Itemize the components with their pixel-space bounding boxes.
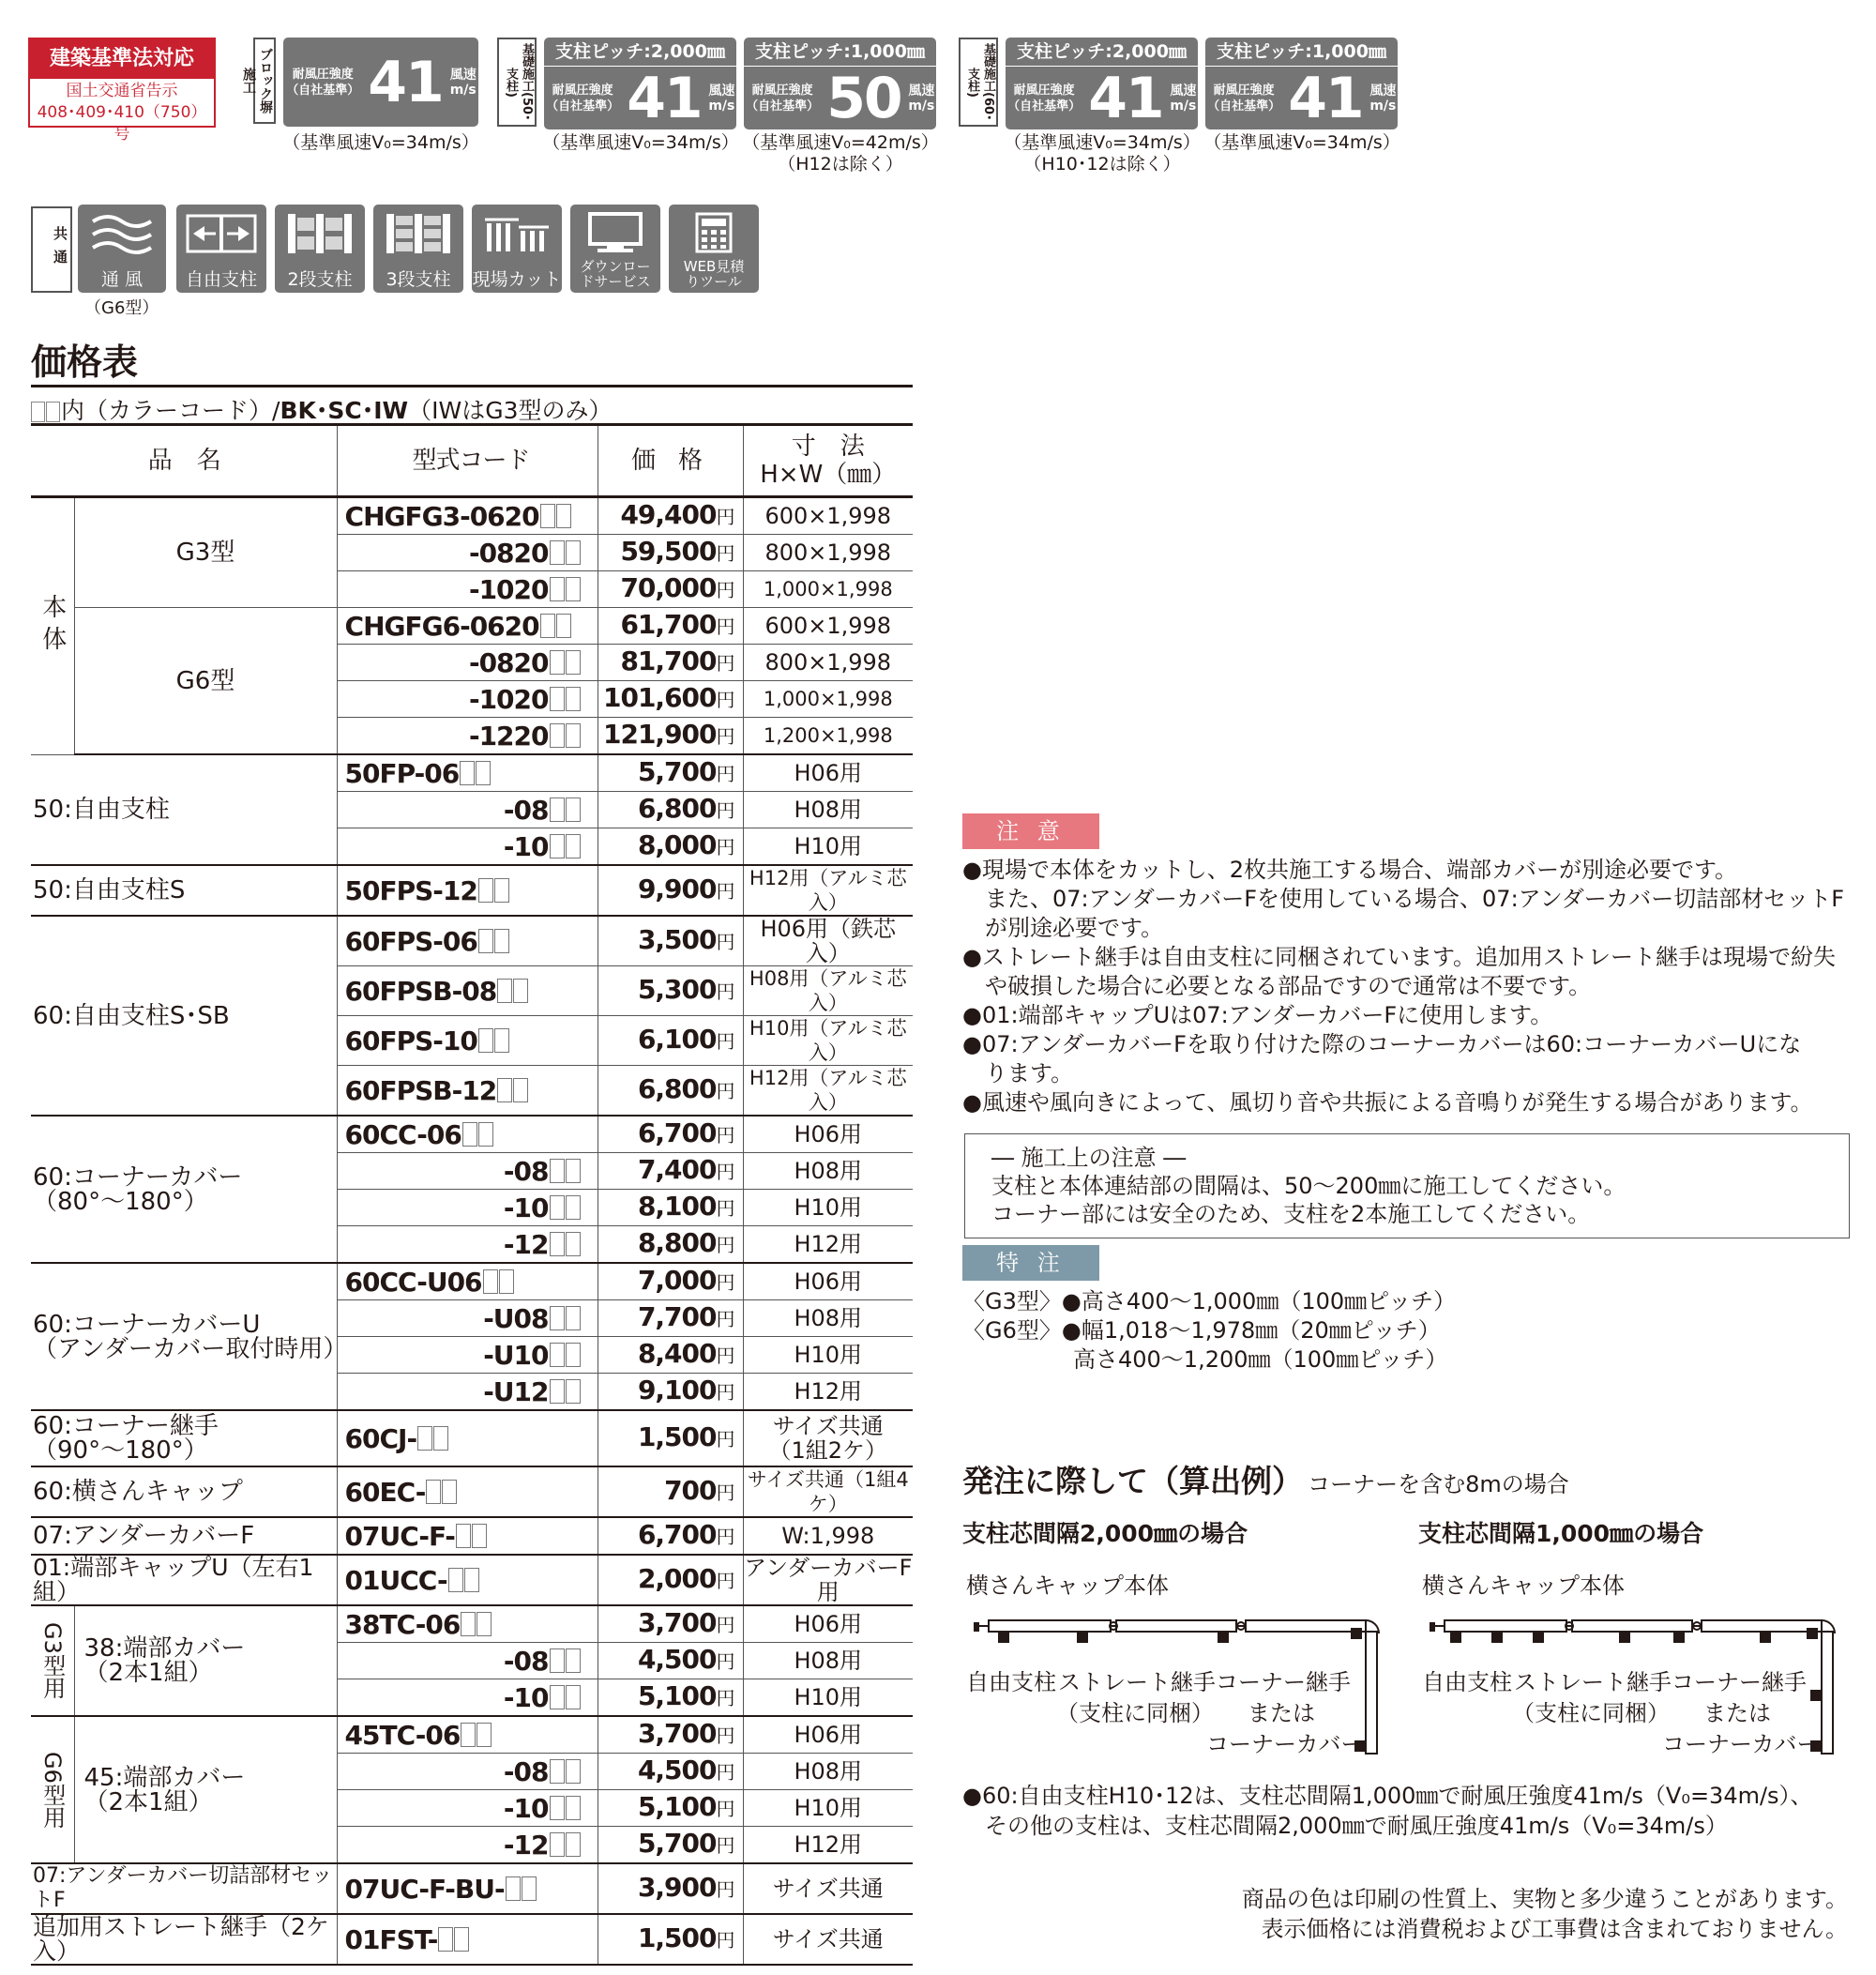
- g6-use-label: G6型用: [31, 1716, 74, 1863]
- price-value: 4,500円: [598, 1643, 743, 1679]
- size-value: H06用: [743, 1605, 913, 1643]
- color-code-boxes: [549, 1195, 581, 1221]
- model-code: 60FPS-06: [337, 916, 598, 966]
- wind-value: 41: [1088, 66, 1163, 131]
- header-size-1: 寸 法: [791, 433, 865, 461]
- model-code: -08: [337, 1754, 598, 1790]
- size-value: アンダーカバーF用: [744, 1555, 913, 1605]
- size-value: H10用: [743, 1679, 913, 1717]
- color-code-boxes: [549, 1648, 581, 1674]
- table-row: [31, 1263, 913, 1300]
- law-title: 建築基準法対応: [30, 39, 214, 79]
- feature-label: 3段支柱: [386, 269, 451, 290]
- price-value: 5,100円: [598, 1679, 743, 1717]
- size-value: H12用（アルミ芯入）: [743, 865, 913, 916]
- size-value: H08用: [743, 1153, 913, 1190]
- size-value: H08用: [743, 1643, 913, 1679]
- size-value: H06用（鉄芯入）: [743, 916, 913, 966]
- label-post: 自由支柱: [966, 1669, 1056, 1695]
- color-code-boxes: [549, 1306, 581, 1331]
- model-code: 38TC-06: [337, 1605, 598, 1643]
- g3-spec: ●高さ400～1,000㎜（100㎜ピッチ）: [1061, 1288, 1457, 1314]
- color-code-boxes: [425, 1480, 457, 1505]
- size-value: サイズ共通 （1組2ケ）: [743, 1410, 913, 1466]
- title-rule: [31, 385, 913, 387]
- size-value: 600×1,998: [743, 608, 913, 645]
- header-size: [743, 425, 913, 497]
- price-value: 6,700円: [598, 1517, 743, 1555]
- size-value: H12用: [743, 1827, 913, 1864]
- color-code-boxes: [477, 929, 509, 954]
- color-code-boxes: [549, 1796, 581, 1821]
- feature-label: 現場カット: [472, 269, 562, 290]
- g6-spec-2: 高さ400～1,200㎜（100㎜ピッチ）: [1073, 1346, 1448, 1373]
- caution-line: ●01:端部キャップUは07:アンダーカバーFに使用します。: [962, 1002, 1553, 1028]
- footer-line-1: 商品の色は印刷の性質上、実物と多少違うことがあります。: [1241, 1886, 1848, 1912]
- site-cut-icon: [472, 205, 562, 293]
- block-note: （基準風速V₀=34m/s）: [282, 132, 479, 153]
- color-code-boxes: [549, 1232, 581, 1257]
- feature-label: 自由支柱: [185, 269, 257, 290]
- color-code-boxes: [460, 1723, 492, 1748]
- item-name: 60:横さんキャップ: [31, 1466, 337, 1517]
- wind-value: 41: [368, 49, 443, 115]
- color-code-note: [31, 392, 612, 426]
- size-value: サイズ共通: [743, 1914, 913, 1965]
- model-code: 60CC-06: [337, 1116, 598, 1153]
- size-value: H10用: [743, 1337, 913, 1374]
- size-value: H10用: [743, 1790, 913, 1827]
- wind-label: 耐風圧強度（自社基準）: [286, 67, 360, 98]
- size-value: H06用: [743, 1716, 913, 1754]
- price-value: 1,500円: [598, 1410, 743, 1466]
- calculator-icon: [669, 205, 759, 293]
- size-value: H10用: [743, 1190, 913, 1226]
- kiso60-note-a: （基準風速V₀=34m/s）: [1004, 132, 1201, 153]
- color-code-boxes: [549, 1159, 581, 1184]
- item-name: 追加用ストレート継手（2ケ入）: [31, 1914, 337, 1965]
- label-joint-note: （支柱に同梱）: [1056, 1700, 1214, 1726]
- g6-type-label: G6型: [74, 608, 337, 755]
- feature-label: 通 風: [100, 269, 144, 290]
- size-value: H06用: [743, 1116, 913, 1153]
- color-code-boxes: [549, 577, 581, 602]
- caution-tag: 注 意: [962, 813, 1099, 849]
- table-row: [31, 1863, 913, 1914]
- price-value: 8,100円: [598, 1190, 743, 1226]
- label-body: 本体: [1124, 1572, 1169, 1599]
- model-code: -12: [337, 1226, 598, 1264]
- size-value: H06用: [743, 1263, 913, 1300]
- label-joint-note: （支柱に同梱）: [1512, 1700, 1670, 1726]
- wind-unit: 風速m/s: [449, 67, 477, 98]
- pitch-label: 支柱ピッチ:2,000㎜: [544, 38, 736, 67]
- kiso60-note-b: （基準風速V₀=34m/s）: [1203, 132, 1400, 153]
- table-row: [31, 1914, 913, 1965]
- label-body: 本体: [1580, 1572, 1625, 1599]
- label-cover: コーナーカバー: [1206, 1731, 1364, 1757]
- three-stage-post-icon: [373, 205, 463, 293]
- price-value: 3,500円: [598, 916, 743, 966]
- model-code: 01FST-: [337, 1914, 598, 1965]
- color-code-boxes: [549, 723, 581, 749]
- law-line2: 408･409･410（750）号: [37, 103, 207, 144]
- caution-line: ●風速や風向きによって、風切り音や共振による音鳴りが発生する場合があります。: [962, 1089, 1813, 1116]
- wind-value: 41: [1288, 66, 1363, 131]
- footer-notes: [1242, 1884, 1848, 1944]
- building-law-badge: [28, 38, 216, 144]
- block-tag: ブロック塀施工: [253, 38, 276, 124]
- price-value: 8,400円: [598, 1337, 743, 1374]
- price-value: 61,700円: [598, 608, 743, 645]
- model-code: 07UC-F-BU-: [337, 1863, 598, 1914]
- size-value: H08用: [743, 1754, 913, 1790]
- table-row: [31, 1466, 913, 1517]
- table-row: [31, 916, 913, 966]
- label-cap: 横さんキャップ: [966, 1572, 1124, 1599]
- header-name: 品 名: [31, 425, 337, 497]
- table-row: [31, 865, 913, 916]
- g3-type-label: G3型: [74, 497, 337, 608]
- pitch-label: 支柱ピッチ:2,000㎜: [1006, 38, 1198, 67]
- label-joint: ストレート継手: [1058, 1669, 1216, 1695]
- color-code-boxes: [461, 1122, 493, 1147]
- size-value: 800×1,998: [743, 535, 913, 571]
- color-code-boxes: [437, 1927, 469, 1952]
- color-code-boxes: [549, 1685, 581, 1710]
- kiso50-badge-a: [544, 38, 736, 129]
- g3-label: 〈G3型〉: [962, 1288, 1062, 1314]
- color-code-boxes: [460, 1612, 492, 1637]
- model-code: 50FPS-12: [337, 865, 598, 916]
- color-code-boxes: [496, 979, 528, 1004]
- item-name: 60:コーナーカバーU （アンダーカバー取付時用）: [31, 1263, 337, 1410]
- size-value: H12用: [743, 1374, 913, 1411]
- size-value: H08用（アルミ芯入）: [743, 966, 913, 1016]
- left-diagram-title: 支柱芯間隔2,000㎜の場合: [962, 1520, 1248, 1547]
- size-value: H10用: [743, 828, 913, 866]
- size-value: H08用: [743, 792, 913, 828]
- table-row: [31, 754, 913, 792]
- construction-line: コーナー部には安全のため、支柱を2本施工してください。: [991, 1201, 1591, 1227]
- model-code: 60CJ-: [337, 1410, 598, 1466]
- two-stage-post-icon: [275, 205, 365, 293]
- price-value: 8,000円: [598, 828, 743, 866]
- color-code-boxes: [496, 1078, 528, 1103]
- model-code: CHGFG6-0620: [337, 608, 598, 645]
- size-value: 1,000×1,998: [743, 681, 913, 718]
- pitch-label: 支柱ピッチ:1,000㎜: [1205, 38, 1398, 67]
- subtitle-pre: 内（カラーコード）/: [61, 397, 280, 424]
- model-code: -1020: [337, 681, 598, 718]
- wind-label: 耐風圧強度（自社基準）: [746, 84, 820, 114]
- construction-notes: [964, 1133, 1850, 1238]
- price-value: 7,000円: [598, 1263, 743, 1300]
- construction-line: 支柱と本体連結部の間隔は、50～200㎜に施工してください。: [991, 1173, 1626, 1199]
- price-value: 6,100円: [598, 1016, 743, 1066]
- download-icon: [570, 205, 660, 293]
- wind-note: （G6型）: [84, 298, 159, 318]
- item-name: 60:コーナーカバー （80°～180°）: [31, 1116, 337, 1263]
- color-code-boxes: [549, 798, 581, 823]
- table-row: [31, 1116, 913, 1153]
- model-code: 60FPSB-12: [337, 1066, 598, 1117]
- size-value: H08用: [743, 1300, 913, 1337]
- color-code-boxes: [549, 687, 581, 712]
- special-order-notes: [962, 1287, 1456, 1375]
- price-value: 3,700円: [598, 1716, 743, 1754]
- item-name: 07:アンダーカバーF: [31, 1517, 337, 1555]
- table-row: [31, 1716, 913, 1754]
- price-value: 5,700円: [598, 754, 743, 792]
- header-code: 型式コード: [337, 425, 598, 497]
- model-code: -10: [337, 1790, 598, 1827]
- label-corner: コーナー継手: [1216, 1669, 1351, 1695]
- model-code: -0820: [337, 535, 598, 571]
- size-value: H06用: [743, 754, 913, 792]
- wind-label: 耐風圧強度（自社基準）: [1207, 84, 1281, 114]
- order-title: 発注に際して（算出例）: [962, 1463, 1303, 1499]
- construction-title: ― 施工上の注意 ―: [991, 1145, 1187, 1171]
- size-value: H12用: [743, 1226, 913, 1264]
- price-table-title: 価格表: [31, 342, 139, 383]
- wind-unit: 風速m/s: [1369, 84, 1397, 114]
- g6-label: 〈G6型〉: [962, 1317, 1062, 1344]
- label-or: または: [1703, 1700, 1771, 1726]
- price-value: 6,800円: [598, 1066, 743, 1117]
- model-code: 07UC-F-: [337, 1517, 598, 1555]
- right-diagram-title: 支柱芯間隔1,000㎜の場合: [1418, 1520, 1704, 1547]
- item-name: 01:端部キャップU（左右1組）: [31, 1555, 337, 1605]
- color-code-boxes: [459, 761, 491, 786]
- header-price: 価 格: [598, 425, 743, 497]
- price-value: 3,700円: [598, 1605, 743, 1643]
- price-value: 4,500円: [598, 1754, 743, 1790]
- model-code: -1220: [337, 718, 598, 755]
- price-value: 9,100円: [598, 1374, 743, 1411]
- wind-value: 50: [826, 66, 901, 131]
- color-code-boxes: [477, 1028, 509, 1054]
- item-name: 60:自由支柱S･SB: [31, 916, 337, 1116]
- color-code-boxes: [549, 1832, 581, 1858]
- color-code-boxes: [549, 540, 581, 566]
- table-row: [31, 1605, 913, 1643]
- color-code-boxes: [416, 1426, 448, 1451]
- caution-line: や破損した場合に必要となる部品ですので通常は不要です。: [985, 973, 1592, 999]
- model-code: 60CC-U06: [337, 1263, 598, 1300]
- price-value: 2,000円: [598, 1555, 743, 1605]
- wind-label: 耐風圧強度（自社基準）: [1007, 84, 1082, 114]
- price-value: 7,700円: [598, 1300, 743, 1337]
- color-code-boxes: [505, 1876, 537, 1902]
- kiso50-note-b: （基準風速V₀=42m/s）: [742, 132, 939, 153]
- g3-use-label: G3型用: [31, 1605, 74, 1716]
- color-code-boxes: [447, 1568, 479, 1593]
- price-value: 6,700円: [598, 1116, 743, 1153]
- size-value: W:1,998: [743, 1517, 913, 1555]
- kiso60-note-a2: （H10･12は除く）: [1023, 154, 1181, 175]
- price-value: 81,700円: [598, 645, 743, 681]
- model-code: 01UCC-: [337, 1555, 598, 1605]
- price-value: 5,300円: [598, 966, 743, 1016]
- price-value: 49,400円: [598, 497, 743, 535]
- label-joint: ストレート継手: [1514, 1669, 1672, 1695]
- model-code: 60FPS-10: [337, 1016, 598, 1066]
- model-code: -1020: [337, 571, 598, 608]
- caution-line: が別途必要です。: [985, 915, 1164, 941]
- wind-icon: [78, 205, 166, 293]
- color-code-boxes: [549, 1343, 581, 1368]
- model-code: 50FP-06: [337, 754, 598, 792]
- wind-unit: 風速m/s: [908, 84, 935, 114]
- kiso50-tag: 基礎施工(50･支柱): [497, 38, 537, 127]
- price-value: 101,600円: [598, 681, 743, 718]
- label-or: または: [1248, 1700, 1315, 1726]
- table-row: [31, 608, 913, 645]
- model-code: -08: [337, 1643, 598, 1679]
- item-name: 50:自由支柱S: [31, 865, 337, 916]
- label-corner: コーナー継手: [1672, 1669, 1807, 1695]
- item-name: 50:自由支柱: [31, 754, 337, 865]
- order-note-2: その他の支柱は、支柱芯間隔2,000㎜で耐風圧強度41m/s（V₀=34m/s）: [985, 1813, 1728, 1839]
- model-code: -U08: [337, 1300, 598, 1337]
- price-value: 70,000円: [598, 571, 743, 608]
- size-value: サイズ共通: [743, 1863, 913, 1914]
- model-code: 60FPSB-08: [337, 966, 598, 1016]
- model-code: 45TC-06: [337, 1716, 598, 1754]
- price-value: 1,500円: [598, 1914, 743, 1965]
- wind-value: 41: [627, 66, 702, 131]
- header-size-2: H×W（㎜）: [760, 461, 897, 489]
- table-row: [31, 1555, 913, 1605]
- kiso60-badge-a: [1006, 38, 1198, 129]
- model-code: -12: [337, 1827, 598, 1864]
- caution-line: ります。: [985, 1060, 1074, 1086]
- color-code-boxes: [482, 1269, 514, 1295]
- price-value: 59,500円: [598, 535, 743, 571]
- kiso50-badge-b: [744, 38, 936, 129]
- size-value: 1,000×1,998: [743, 571, 913, 608]
- price-value: 6,800円: [598, 792, 743, 828]
- size-value: 800×1,998: [743, 645, 913, 681]
- kiso60-tag: 基礎施工(60･支柱): [959, 38, 998, 127]
- item-name: 38:端部カバー （2本1組）: [74, 1605, 337, 1716]
- label-cover: コーナーカバー: [1662, 1731, 1820, 1757]
- color-code-boxes: [549, 1759, 581, 1785]
- feature-label: ダウンロードサービス: [580, 258, 651, 290]
- model-code: -10: [337, 1679, 598, 1717]
- order-subtitle: コーナーを含む8mの場合: [1308, 1471, 1569, 1497]
- model-code: -U10: [337, 1337, 598, 1374]
- free-post-icon: [176, 205, 266, 293]
- pitch-label: 支柱ピッチ:1,000㎜: [744, 38, 936, 67]
- color-code-boxes: [477, 878, 509, 904]
- feature-label: WEB見積りツール: [683, 258, 745, 290]
- order-note-1: ●60:自由支柱H10･12は、支柱芯間隔1,000㎜で耐風圧強度41m/s（V₀=34m/s）、: [962, 1783, 1813, 1809]
- size-value: H10用（アルミ芯入）: [743, 1016, 913, 1066]
- model-code: CHGFG3-0620: [337, 497, 598, 535]
- model-code: -10: [337, 1190, 598, 1226]
- color-code-boxes: [455, 1524, 487, 1549]
- color-code-boxes: [549, 650, 581, 676]
- model-code: -0820: [337, 645, 598, 681]
- law-line1: 国土交通省告示: [66, 82, 178, 100]
- table-row: [31, 1517, 913, 1555]
- block-wind-badge: [283, 38, 478, 127]
- price-value: 9,900円: [598, 865, 743, 916]
- size-value: H12用（アルミ芯入）: [743, 1066, 913, 1117]
- kiso50-note-a: （基準風速V₀=34m/s）: [542, 132, 739, 153]
- label-cap: 横さんキャップ: [1422, 1572, 1580, 1599]
- price-value: 700円: [598, 1466, 743, 1517]
- item-name: 07:アンダーカバー切詰部材セットF: [31, 1863, 337, 1914]
- kiso60-badge-b: [1205, 38, 1398, 129]
- wind-strength-note: [962, 1781, 1813, 1841]
- common-tag: 共通: [31, 206, 72, 293]
- size-value: 1,200×1,998: [743, 718, 913, 755]
- caution-line: ●現場で本体をカットし、2枚共施工する場合、端部カバーが別途必要です。: [962, 857, 1738, 883]
- price-value: 121,900円: [598, 718, 743, 755]
- subtitle-codes: BK･SC･IW: [280, 397, 409, 424]
- price-table: [31, 423, 913, 1966]
- color-code-boxes: [549, 834, 581, 859]
- label-post: 自由支柱: [1422, 1669, 1512, 1695]
- size-value: サイズ共通（1組4ケ）: [743, 1466, 913, 1517]
- model-code: -U12: [337, 1374, 598, 1411]
- caution-line: また、07:アンダーカバーFを使用している場合、07:アンダーカバー切詰部材セットF: [985, 886, 1845, 912]
- kiso50-note-b2: （H12は除く）: [778, 154, 903, 175]
- color-code-boxes: [549, 1379, 581, 1405]
- model-code: -08: [337, 792, 598, 828]
- price-value: 8,800円: [598, 1226, 743, 1264]
- wind-unit: 風速m/s: [1170, 84, 1197, 114]
- item-name: 45:端部カバー （2本1組）: [74, 1716, 337, 1863]
- caution-notes: [962, 856, 1853, 1117]
- model-code: -08: [337, 1153, 598, 1190]
- table-row: [31, 1410, 913, 1466]
- special-order-tag: 特 注: [962, 1245, 1099, 1281]
- feature-label: 2段支柱: [287, 269, 353, 290]
- color-code-boxes: [539, 614, 571, 639]
- order-example-heading: [962, 1457, 1569, 1501]
- subtitle-post: （IWはG3型のみ）: [408, 397, 613, 424]
- body-group-label: 本体: [31, 497, 74, 755]
- model-code: -10: [337, 828, 598, 866]
- caution-line: ●07:アンダーカバーFを取り付けた際のコーナーカバーは60:コーナーカバーUにな: [962, 1031, 1802, 1057]
- price-value: 5,100円: [598, 1790, 743, 1827]
- footer-line-2: 表示価格には消費税および工事費は含まれておりません。: [1261, 1916, 1848, 1942]
- wind-unit: 風速m/s: [708, 84, 735, 114]
- item-name: 60:コーナー継手 （90°～180°）: [31, 1410, 337, 1466]
- g6-spec: ●幅1,018～1,978㎜（20㎜ピッチ）: [1061, 1317, 1441, 1344]
- model-code: 60EC-: [337, 1466, 598, 1517]
- price-value: 3,900円: [598, 1863, 743, 1914]
- price-value: 5,700円: [598, 1827, 743, 1864]
- size-value: 600×1,998: [743, 497, 913, 535]
- color-code-boxes: [539, 504, 571, 529]
- wind-label: 耐風圧強度（自社基準）: [546, 84, 620, 114]
- table-row: [31, 497, 913, 535]
- caution-line: ●ストレート継手は自由支柱に同梱されています。追加用ストレート継手は現場で紛失: [962, 944, 1837, 970]
- price-value: 7,400円: [598, 1153, 743, 1190]
